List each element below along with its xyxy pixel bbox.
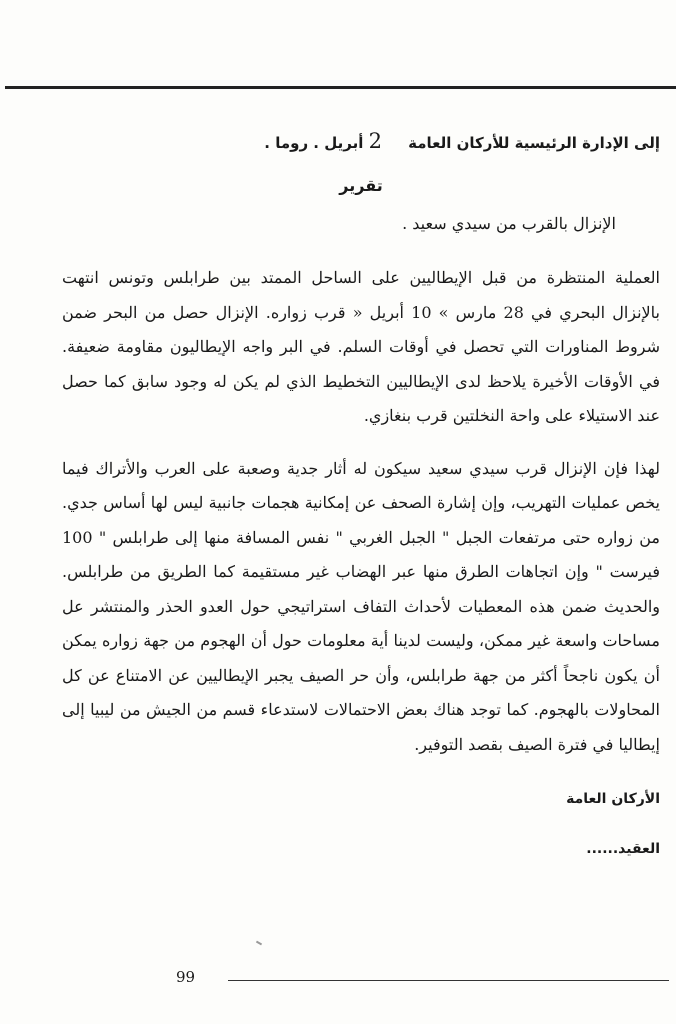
date-rest: أبريل . روما . bbox=[264, 134, 364, 152]
page-number: 99 bbox=[176, 968, 196, 986]
stray-mark bbox=[256, 941, 262, 946]
signature-colonel: العقيد...... bbox=[586, 841, 660, 857]
report-subject: الإنزال بالقرب من سيدي سعيد . bbox=[402, 214, 616, 233]
document-body bbox=[62, 118, 660, 864]
signature-general-staff: الأركان العامة bbox=[566, 791, 660, 807]
addressee: إلى الإدارة الرئيسية للأركان العامة bbox=[408, 134, 660, 152]
top-rule bbox=[5, 86, 676, 89]
letter-header bbox=[62, 118, 660, 166]
footer-rule bbox=[228, 980, 669, 981]
paragraph-1: العملية المنتظرة من قبل الإيطاليين على الساحل الممتد بين طرابلس وتونس انتهت بالإنزال البحري في 28 مارس » 10 أبريل « قرب زواره. الإنزال حصل من البحر ضمن شروط المناورات التي تحصل في أوقات السلم. في البر واجه الإيطاليون مقاومة ضعيفة. في الأوقات الأخيرة يلاحظ لدى الإيطاليين التخطيط الذي لم يكن له وجود سابق كما حصل عند الاستيلاء على واحة النخلتين قرب بنغازي. bbox=[62, 268, 661, 425]
date-day: 2 bbox=[368, 129, 382, 153]
paragraph-2: لهذا فإن الإنزال قرب سيدي سعيد سيكون له أثار جدية وصعبة على العرب والأتراك فيما يخص عمليات التهريب، وإن إشارة الصحف عن إمكانية هجمات جانبية ليس لها أساس جدي. من زواره حتى مرتفعات الجبل " الجبل الغربي " نفس المسافة منها إلى طرابلس " 100 فيرست " وإن اتجاهات الطرق منها عبر الهضاب غير مستقيمة كما الطريق من طرابلس. والحديث ضمن هذه المعطيات لأحداث التفاف استراتيجي حول العدو الحذر والمنتشر عل مساحات واسعة غير ممكن، وليست لدينا أية معلومات حول أن الهجوم من جهة زواره يمكن أن يكون ناجحاً أكثر من جهة طرابلس، وأن حر الصيف يجبر الإيطاليين عن الامتناع عن كل المحاولات بالهجوم. كما توجد هناك بعض الاحتمالات لاستدعاء قسم من الجيش من ليبيا إلى إيطاليا في فترة الصيف بقصد التوفير. bbox=[62, 458, 660, 754]
report-title: تقرير bbox=[339, 176, 383, 195]
